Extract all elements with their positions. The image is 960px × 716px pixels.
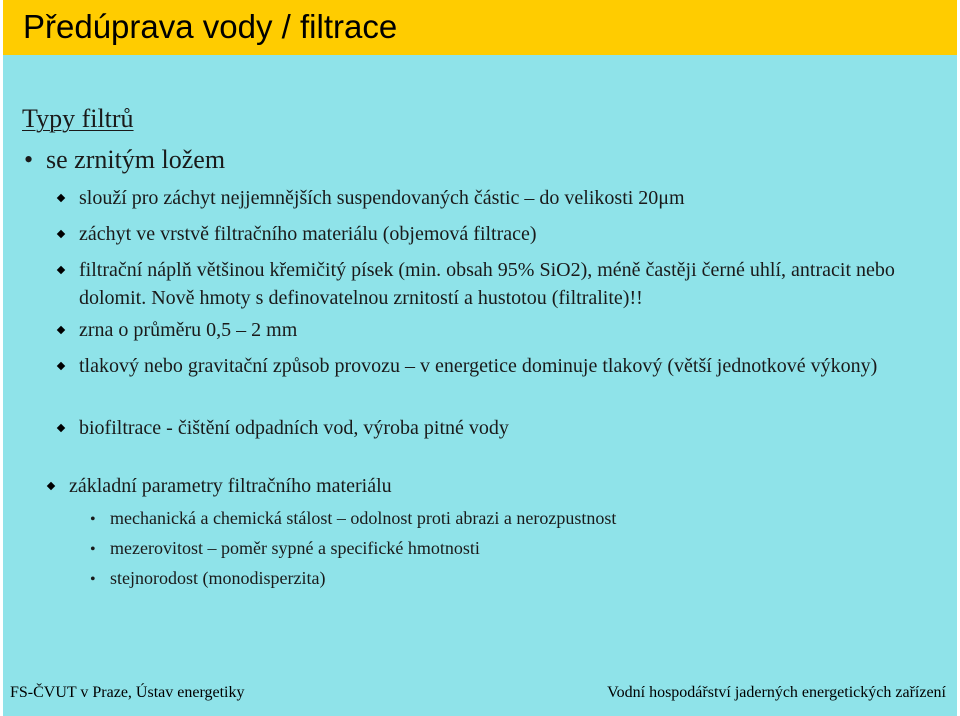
bullet-item bbox=[58, 256, 938, 312]
parameter-text: mezerovitost – poměr sypné a specifické hmotnosti bbox=[110, 538, 480, 558]
bullet-item bbox=[58, 220, 938, 248]
diamond-bullet-icon bbox=[57, 266, 65, 274]
bullet-text: tlakový nebo gravitační způsob provozu – v energetice dominuje tlakový (větší jednotkové výkony) bbox=[79, 355, 878, 377]
diamond-bullet-icon bbox=[57, 424, 65, 432]
parameter-item bbox=[90, 566, 325, 592]
bullet-text: zrna o průměru 0,5 – 2 mm bbox=[79, 319, 298, 341]
bullet-item bbox=[58, 184, 938, 212]
bullet-dot-icon: • bbox=[90, 511, 96, 528]
parameter-text: mechanická a chemická stálost – odolnost proti abrazi a nerozpustnost bbox=[110, 508, 617, 528]
parameters-heading-text: základní parametry filtračního materiálu bbox=[69, 475, 392, 497]
parameter-item bbox=[90, 506, 616, 532]
bullet-dot-icon: • bbox=[90, 571, 96, 588]
diamond-bullet-icon bbox=[57, 194, 65, 202]
bullet-text: slouží pro záchyt nejjemnějších suspendovaných částic – do velikosti 20μm bbox=[79, 187, 685, 209]
diamond-bullet-icon bbox=[57, 362, 65, 370]
level1-item bbox=[24, 145, 225, 175]
bullet-dot-icon: • bbox=[90, 541, 96, 558]
parameters-heading bbox=[48, 472, 928, 500]
parameter-text: stejnorodost (monodisperzita) bbox=[110, 568, 326, 588]
bullet-item bbox=[58, 414, 938, 442]
footer-left: FS-ČVUT v Praze, Ústav energetiky bbox=[10, 684, 245, 701]
section-heading: Typy filtrů bbox=[22, 104, 134, 133]
diamond-bullet-icon bbox=[57, 326, 65, 334]
slide-title: Předúprava vody / filtrace bbox=[23, 8, 398, 45]
bullet-item bbox=[58, 352, 938, 380]
bullet-dot-icon: • bbox=[24, 145, 34, 174]
bullet-item bbox=[58, 316, 938, 344]
footer-right: Vodní hospodářství jaderných energetických zařízení bbox=[607, 684, 946, 701]
diamond-bullet-icon bbox=[57, 230, 65, 238]
bullet-text: záchyt ve vrstvě filtračního materiálu (objemová filtrace) bbox=[79, 223, 537, 245]
parameter-item bbox=[90, 536, 480, 562]
level1-item-text: se zrnitým ložem bbox=[46, 145, 226, 174]
bullet-text: filtrační náplň většinou křemičitý písek (min. obsah 95% SiO2), méně častěji černé uhlí, antracit nebo dolomit. Nově hmoty s definovatelnou zrnitostí a hustotou (filtralite)!! bbox=[79, 259, 895, 309]
bullet-text: biofiltrace - čištění odpadních vod, výroba pitné vody bbox=[79, 417, 509, 439]
diamond-bullet-icon bbox=[47, 482, 55, 490]
